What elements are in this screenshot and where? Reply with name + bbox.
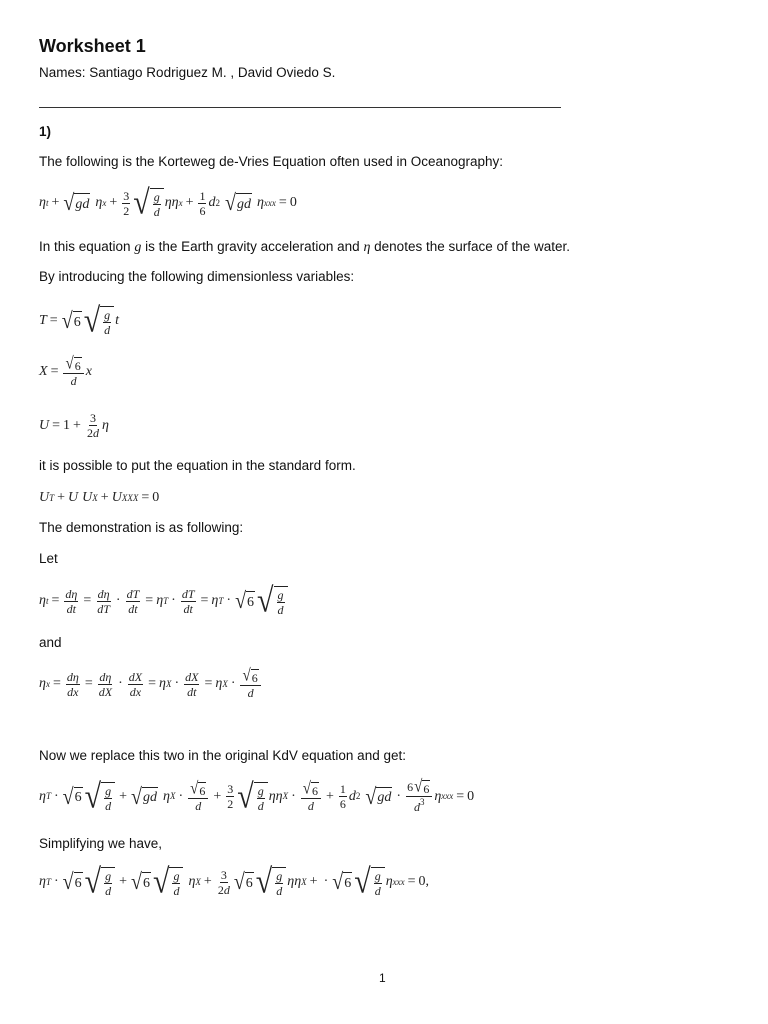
paragraph-dimensionless: By introducing the following dimensionless variables: <box>39 269 355 284</box>
paragraph-replace: Now we replace this two in the original KdV equation and get: <box>39 748 406 763</box>
equation-U: U = 1 + $\frac{3}{2d}$ η <box>39 411 109 440</box>
equation-substituted: η T · √ 6 √ $\frac{g}{d}$ + √ gd η X · √ 6 d + $\frac{3}{2}$ √ $\frac{g}{d}$ ηη X · √ 6 d + $\frac{1}{6}$ d 2 √ gd · 6 √ 6 $d^3$ η xxx = 0 <box>39 776 475 815</box>
equation-eta-x: η x = $\frac{d\eta}{dx}$ = $\frac{d\eta}{dX}$ · $\frac{dX}{dx}$ = η X · $\frac{dX}{dt}$ = η X · √ 6 d <box>39 669 263 699</box>
page-number: 1 <box>379 971 386 985</box>
section-number: 1) <box>39 124 52 139</box>
paragraph-intro: The following is the Korteweg de-Vries Equation often used in Oceanography: <box>39 154 504 169</box>
paragraph-demonstration: The demonstration is as following: <box>39 520 244 535</box>
horizontal-divider <box>39 107 561 108</box>
equation-kdv: η t + √ gd η x + $\frac{3}{2}$ √ $\frac{g}{d}$ ηη x + $\frac{1}{6}$ d 2 √ gd η xxx = 0 <box>39 183 297 222</box>
author-names: Names: Santiago Rodriguez M. , David Oviedo S. <box>39 65 336 80</box>
paragraph-simplifying: Simplifying we have, <box>39 836 163 851</box>
paragraph-variables-meaning: In this equation g is the Earth gravity acceleration and η denotes the surface of the water. <box>39 239 571 255</box>
equation-eta-t: η t = $\frac{d\eta}{dt}$ = $\frac{d\eta}{dT}$ · $\frac{dT}{dt}$ = η T · $\frac{dT}{dt}$ = η T · √ 6 √ $\frac{g}{d}$ <box>39 586 289 616</box>
equation-X: X = √ 6 d x <box>39 354 92 388</box>
document-title: Worksheet 1 <box>39 36 146 56</box>
equation-standard-kdv: U T + U U X + U XXX = 0 <box>39 490 160 505</box>
equation-T: T = √ 6 √ $\frac{g}{d}$ t <box>39 301 120 340</box>
paragraph-standard-form: it is possible to put the equation in the standard form. <box>39 458 356 473</box>
paragraph-let: Let <box>39 551 58 566</box>
paragraph-and: and <box>39 635 62 650</box>
equation-simplified: η T · √ 6 √ $\frac{g}{d}$ + √ 6 √ $\frac{g}{d}$ η X + $\frac{3}{2d}$ √ 6 √ $\frac{g}{d}$ ηη X + · √ 6 √ $\frac{g}{d}$ η xxx = 0, <box>39 862 430 901</box>
